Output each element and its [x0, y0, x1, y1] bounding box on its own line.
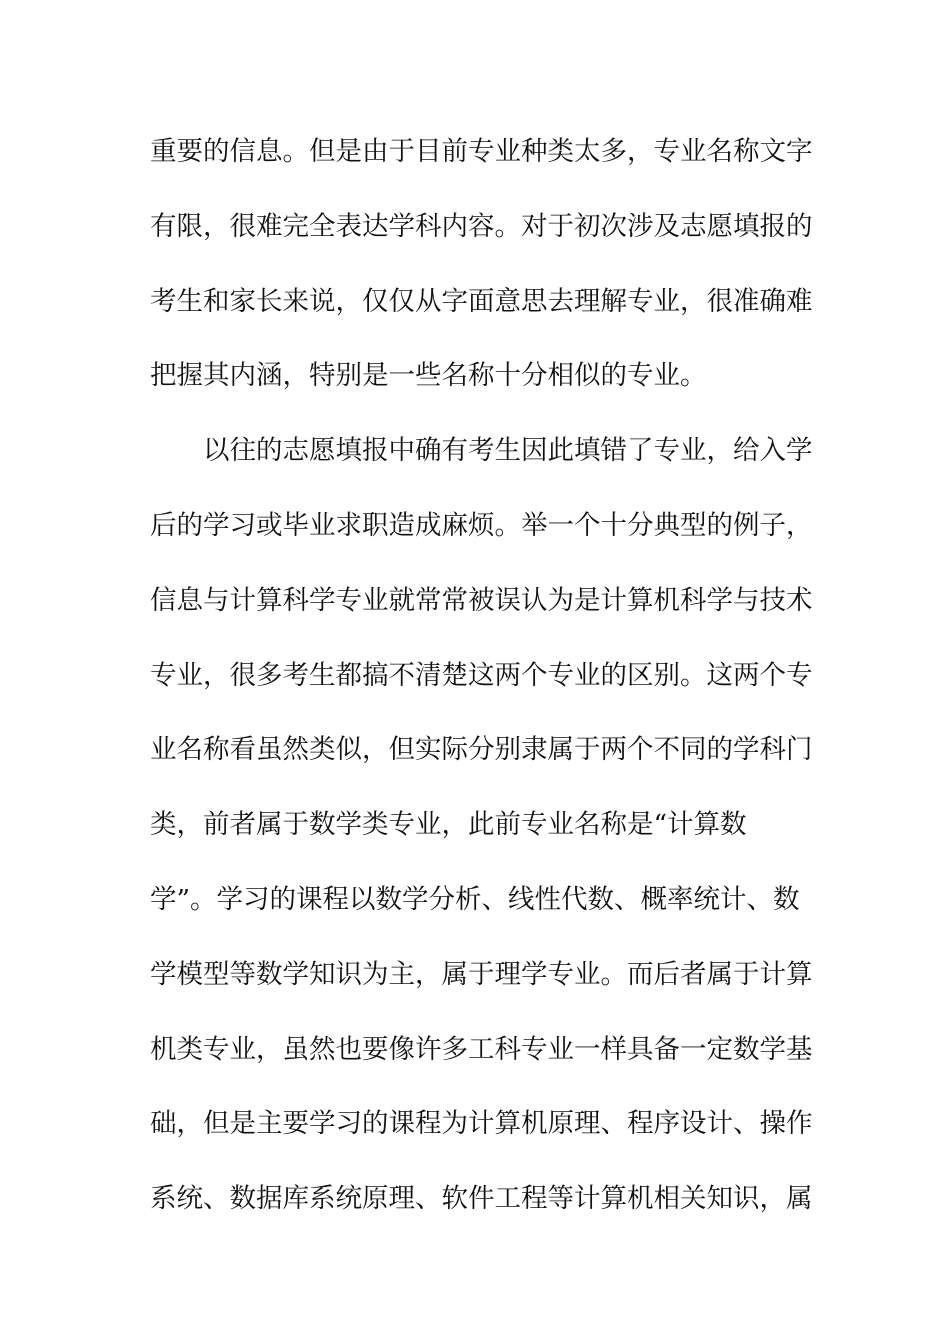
- text-line-1: 重要的信息。但是由于目前专业种类太多，专业名称文字: [150, 136, 813, 167]
- text-line-3: 考生和家长来说，仅仅从字面意思去理解专业，很准确难: [150, 285, 813, 317]
- text-line-10: 类，前者属于数学类专业，此前专业名称是“计算数: [150, 809, 747, 841]
- document-body: [150, 125, 813, 1247]
- text-line-8: 专业，很多考生都搞不清楚这两个专业的区别。这两个专: [150, 659, 813, 691]
- text-line-13: 机类专业，虽然也要像许多工科专业一样具备一定数学基: [150, 1033, 813, 1065]
- text-line-11: 学”。学习的课程以数学分析、线性代数、概率统计、数: [150, 883, 800, 915]
- text-line-5: 以往的志愿填报中确有考生因此填错了专业，给入学: [203, 435, 813, 467]
- text-line-6: 后的学习或毕业求职造成麻烦。举一个十分典型的例子，: [150, 509, 813, 541]
- text-line-15: 系统、数据库系统原理、软件工程等计算机相关知识，属: [150, 1183, 813, 1215]
- text-line-12: 学模型等数学知识为主，属于理学专业。而后者属于计算: [150, 958, 813, 990]
- text-line-14: 础，但是主要学习的课程为计算机原理、程序设计、操作: [150, 1108, 813, 1140]
- text-line-4: 把握其内涵，特别是一些名称十分相似的专业。: [150, 360, 707, 392]
- text-line-9: 业名称看虽然类似，但实际分别隶属于两个不同的学科门: [150, 734, 813, 766]
- text-line-7: 信息与计算科学专业就常常被误认为是计算机科学与技术: [150, 584, 813, 616]
- text-line-2: 有限，很难完全表达学科内容。对于初次涉及志愿填报的: [150, 210, 813, 242]
